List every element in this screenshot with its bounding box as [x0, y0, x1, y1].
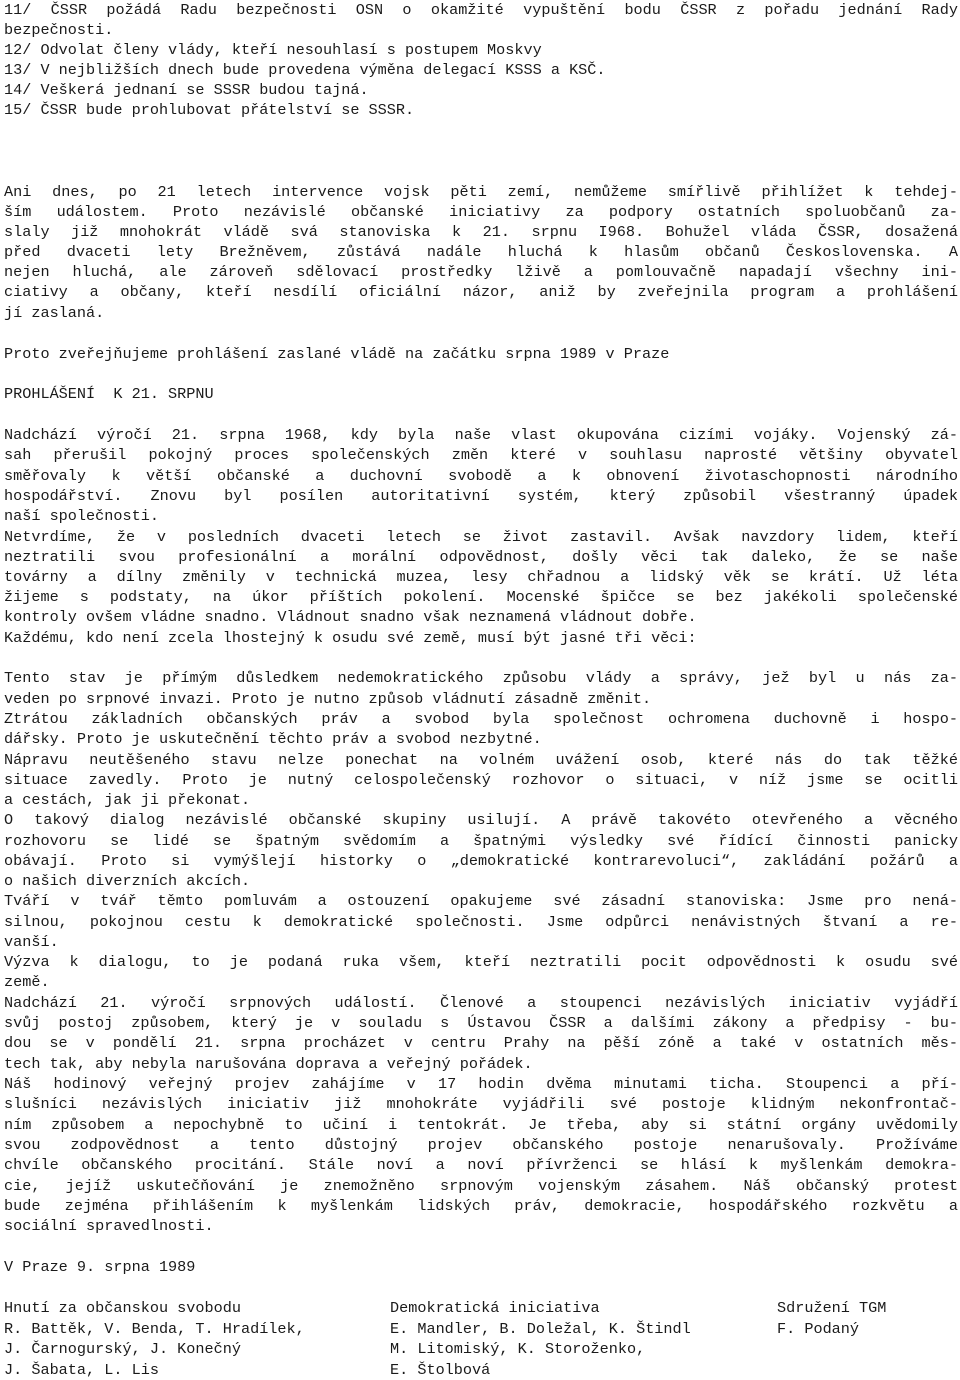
text-line-l14: Proto zveřejňujeme prohlášení zaslané vládě na začátku srpna 1989 v Praze — [4, 345, 670, 363]
text-line-l49: ním způsobem a nepochybně to učiní i tentokrát. Je třeba, aby si státní orgány uvědomily — [4, 1116, 958, 1134]
text-line-l41: Výzva k dialogu, to je podaná ruka všem, kteří neztratili pocit odpovědnosti k osudu své — [4, 953, 958, 971]
text-line-l40: vanší. — [4, 933, 59, 951]
text-line-l23: továrny a dílny změnily v technická muzea, lesy chřadnou a lidský věk se krátí. Už léta — [4, 568, 958, 586]
text-line-l27: Tento stav je přímým důsledkem nedemokratického způsobu vlády a správy, jež byl u nás za- — [4, 669, 958, 687]
signatory-names: R. Battěk, V. Benda, T. Hradílek, — [4, 1319, 305, 1338]
text-line-l46: tech tak, aby nebyla narušována doprava a veřejný pořádek. — [4, 1055, 533, 1073]
text-line-l06: 15/ ČSSR bude prohlubovat přátelství se SSSR. — [4, 101, 415, 119]
text-line-l20: naší společnosti. — [4, 507, 159, 525]
signatory-group-name: Demokratická iniciativa — [390, 1299, 600, 1317]
text-line-l50: svou zodpovědnost a tento důstojný projev občanského postoje nenarušovaly. Prožíváme — [4, 1136, 958, 1154]
text-line-l15: PROHLÁŠENÍ K 21. SRPNU — [4, 385, 214, 403]
text-line-l07: Ani dnes, po 21 letech intervence vojsk pěti zemí, nemůžeme smířlivě přihlížet k tehdej- — [4, 183, 958, 201]
text-line-l05: 14/ Veškerá jednaní se SSSR budou tajná. — [4, 81, 369, 99]
text-line-l28: veden po srpnové invazi. Proto je nutno způsob vládnutí zásadně změnit. — [4, 690, 652, 708]
text-line-l16: Nadchází výročí 21. srpna 1968, kdy byla naše vlast okupována cizími vojáky. Vojenský zá- — [4, 426, 958, 444]
text-line-l44: svůj postoj způsobem, který je v souladu s Ústavou ČSSR a dalšími zákony a předpisy - bu- — [4, 1014, 958, 1032]
text-line-l34: O takový dialog nezávislé občanské skupiny usilují. A právě takovéto otevřeného a věcného — [4, 811, 958, 829]
text-line-l21: Netvrdíme, že v posledních dvaceti letech se život zastavil. Avšak navzdory lidem, kteří — [4, 528, 958, 546]
text-line-l02: bezpečnosti. — [4, 21, 114, 39]
text-line-l37: o našich diverzních akcích. — [4, 872, 251, 890]
text-line-l25: kontroly ovšem vládne snadno. Vládnout snadno však neznamená vládnout dobře. — [4, 608, 697, 626]
text-line-l01: 11/ ČSSR požádá Radu bezpečnosti OSN o okamžité vypuštění bodu ČSSR z pořadu jednání Rady — [4, 1, 958, 19]
text-line-l31: Nápravu neutěšeného stavu nelze ponechat na volném uvážení osob, které nás do tak těžké — [4, 751, 958, 769]
text-line-l24: žijeme s podstaty, na úkor příštích pokolení. Mocenské špičce se bez jakékoli společenské — [4, 588, 958, 606]
text-line-l12: ciativy a občany, kteří nesdílí oficiální názor, aniž by zveřejnila program a prohlášení — [4, 283, 958, 301]
text-line-l18: směřovaly k větší občanské a duchovní svobodě a k obnovení životaschopnosti národního — [4, 467, 958, 485]
text-line-l54: sociální spravedlnosti. — [4, 1217, 214, 1235]
signatory-group-name: Sdružení TGM — [777, 1299, 887, 1317]
text-line-l29: Ztrátou základních občanských práv a svobod byla společnost ochromena duchovně i hospo- — [4, 710, 958, 728]
text-line-l55: V Praze 9. srpna 1989 — [4, 1258, 196, 1276]
text-line-l48: slušníci nezávislých iniciativ již mnohokráte vyjádřili své postoje klidným nekonfrontač- — [4, 1095, 958, 1113]
text-line-l36: obávají. Proto si vymýšlejí historky o „demokratické kontrarevoluci“, zakládání požárů a — [4, 852, 958, 870]
text-line-l09: slaly již mnohokrát vládě svá stanoviska k 21. srpnu I968. Bohužel vláda ČSSR, dosažená — [4, 223, 958, 241]
text-line-l42: země. — [4, 973, 50, 991]
text-line-l47: Náš hodinový veřejný projev zahájíme v 17 hodin dvěma minutami ticha. Stoupenci a pří- — [4, 1075, 958, 1093]
signatory-names: J. Čarnogurský, J. Konečný — [4, 1340, 241, 1358]
text-line-l52: cie, jejíž uskutečňování je znemožněno srpnovým vojenským zásahem. Náš občanský protest — [4, 1177, 958, 1195]
text-line-l43: Nadchází 21. výročí srpnových událostí. Členové a stoupenci nezávislých iniciativ vyjádří — [4, 994, 958, 1012]
text-line-l39: silnou, pokojnou cestu k demokratické společnosti. Jsme odpůrci nenávistných štvaní a re- — [4, 913, 958, 931]
text-line-l30: dářsky. Proto je uskutečnění těchto práv a svobod nezbytné. — [4, 730, 542, 748]
signatory-names: F. Podaný — [777, 1319, 860, 1338]
signatory-names: E. Štolbová — [390, 1360, 491, 1379]
text-line-l22: neztratili svou profesionální a morální odpovědnost, došly věci tak daleko, že se naše — [4, 548, 958, 566]
text-line-l33: a cestách, jak ji překonat. — [4, 791, 251, 809]
text-line-l45: dou se v pondělí 21. srpna procházet v centru Prahy na pěší zóně a také v ostatních měs- — [4, 1034, 958, 1052]
text-line-l08: ším událostem. Proto nezávislé občanské iniciativy za podpory ostatních spoluobčanů za- — [4, 203, 958, 221]
text-line-l17: sah přerušil pokojný proces společenských změn které v souhlasu naprosté většiny obyvatel — [4, 446, 958, 464]
text-line-l53: bude zejména přihlášením k myšlenkám lidských práv, demokracie, hospodářského rozkvětu a — [4, 1197, 958, 1215]
text-line-l32: situace zavedly. Proto je nutný celospolečenský rozhovor o situaci, v níž jsme se ocitli — [4, 771, 958, 789]
text-line-l26: Každému, kdo není zcela lhostejný k osudu své země, musí být jasné tři věci: — [4, 629, 697, 647]
signatory-names: J. Šabata, L. Lis — [4, 1360, 159, 1379]
signatory-names: M. Litomiský, K. Storoženko, — [390, 1340, 646, 1358]
text-line-l35: rozhovoru se lidé se špatným svědomím a špatnými výsledky své řídící činnosti panicky — [4, 832, 958, 850]
text-line-l04: 13/ V nejbližších dnech bude provedena výměna delegací KSSS a KSČ. — [4, 61, 606, 79]
signatory-group-name: Hnutí za občanskou svobodu — [4, 1299, 241, 1317]
text-line-l03: 12/ Odvolat členy vlády, kteří nesouhlasí s postupem Moskvy — [4, 41, 542, 59]
signatory-names: E. Mandler, B. Doležal, K. Štindl — [390, 1319, 691, 1338]
text-line-l10: před dvaceti lety Brežněvem, zůstává nadále hluchá k hlasům občanů Československa. A — [4, 243, 958, 261]
text-line-l19: hospodářství. Znovu byl posílen autoritativní systém, který způsobil všestranný úpadek — [4, 487, 958, 505]
text-line-l38: Tváří v tvář těmto pomluvám a ostouzení opakujeme své zásadní stanoviska: Jsme pro nená- — [4, 892, 958, 910]
text-line-l13: jí zaslaná. — [4, 304, 105, 322]
text-line-l11: nejen hluchá, ale zároveň sdělovací prostředky lživě a pomlouvačně napadají všechny ini- — [4, 263, 958, 281]
text-line-l51: chvíle občanského procitání. Stále noví a noví přívrženci se hlásí k myšlenkám demokra- — [4, 1156, 958, 1174]
